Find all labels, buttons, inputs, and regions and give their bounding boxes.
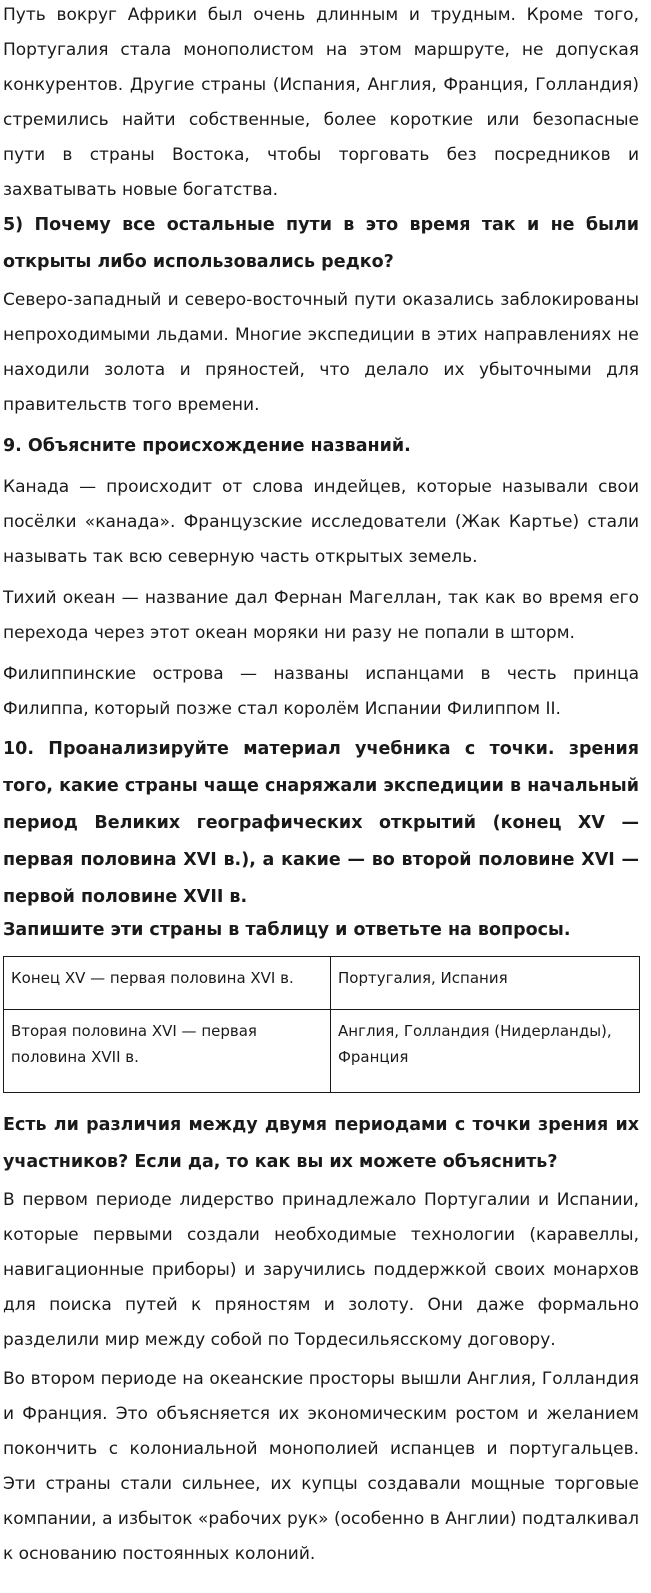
paragraph-pacific: Тихий океан — название дал Фернан Магеллан, так как во время его перехода через этот океан моряки ни разу не попали в шторм. [3, 588, 639, 643]
countries-table [3, 956, 640, 1093]
question-5-heading: 5) Почему все остальные пути в это время так и не были открыты либо использовались редко? [3, 215, 639, 272]
paragraph-northern-routes: Северо-западный и северо-восточный пути оказались заблокированы непроходимыми льдами. Многие экспедиции в этих направлениях не находили золота и пряностей, что делало их убыточными для правительств того времени. [3, 290, 639, 415]
table-cell-period: Конец XV — первая половина XVI в. [4, 957, 331, 1010]
table-cell-countries: Португалия, Испания [331, 957, 640, 1010]
paragraph-second-period: Во втором периоде на океанские просторы вышли Англия, Голландия и Франция. Это объясняется их экономическим ростом и желанием покончить с колониальной монополией испанцев и португальцев. Эти страны стали сильнее, их купцы создавали мощные торговые компании, а избыток «рабочих рук» (особенно в Англии) подталкивал к основанию постоянных колоний. [3, 1369, 639, 1564]
paragraph-first-period: В первом периоде лидерство принадлежало Португалии и Испании, которые первыми создали необходимые технологии (каравеллы, навигационные приборы) и заручились поддержкой своих монархов для поиска путей к пряностям и золоту. Они даже формально разделили мир между собой по Тордесильясскому договору. [3, 1190, 639, 1350]
table-instruction-heading: Запишите эти страны в таблицу и ответьте на вопросы. [3, 920, 571, 940]
table-cell-period: Вторая половина XVI — первая половина XVII в. [4, 1010, 331, 1093]
question-9-heading: 9. Объясните происхождение названий. [3, 436, 411, 456]
question-differences-heading: Есть ли различия между двумя периодами с точки зрения их участников? Если да, то как вы их можете объяснить? [3, 1115, 639, 1172]
table-row [4, 1010, 640, 1093]
table-cell-countries: Англия, Голландия (Нидерланды), Франция [331, 1010, 640, 1093]
table-row [4, 957, 640, 1010]
paragraph-philippines: Филиппинские острова — названы испанцами в честь принца Филиппа, который позже стал королём Испании Филиппом II. [3, 664, 639, 719]
paragraph-canada: Канада — происходит от слова индейцев, которые называли свои посёлки «канада». Французские исследователи (Жак Картье) стали называть так всю северную часть открытых земель. [3, 477, 639, 567]
question-10-heading: 10. Проанализируйте материал учебника с точки. зрения того, какие страны чаще снаряжали экспедиции в начальный период Великих географических открытий (конец XV — первая половина XVI в.), а какие — во второй половине XVI — первой половине XVII в. [3, 739, 639, 907]
paragraph-africa-route: Путь вокруг Африки был очень длинным и трудным. Кроме того, Португалия стала монополистом на этом маршруте, не допуская конкурентов. Другие страны (Испания, Англия, Франция, Голландия) стремились найти собственные, более короткие или безопасные пути в страны Востока, чтобы торговать без посредников и захватывать новые богатства. [3, 5, 639, 200]
